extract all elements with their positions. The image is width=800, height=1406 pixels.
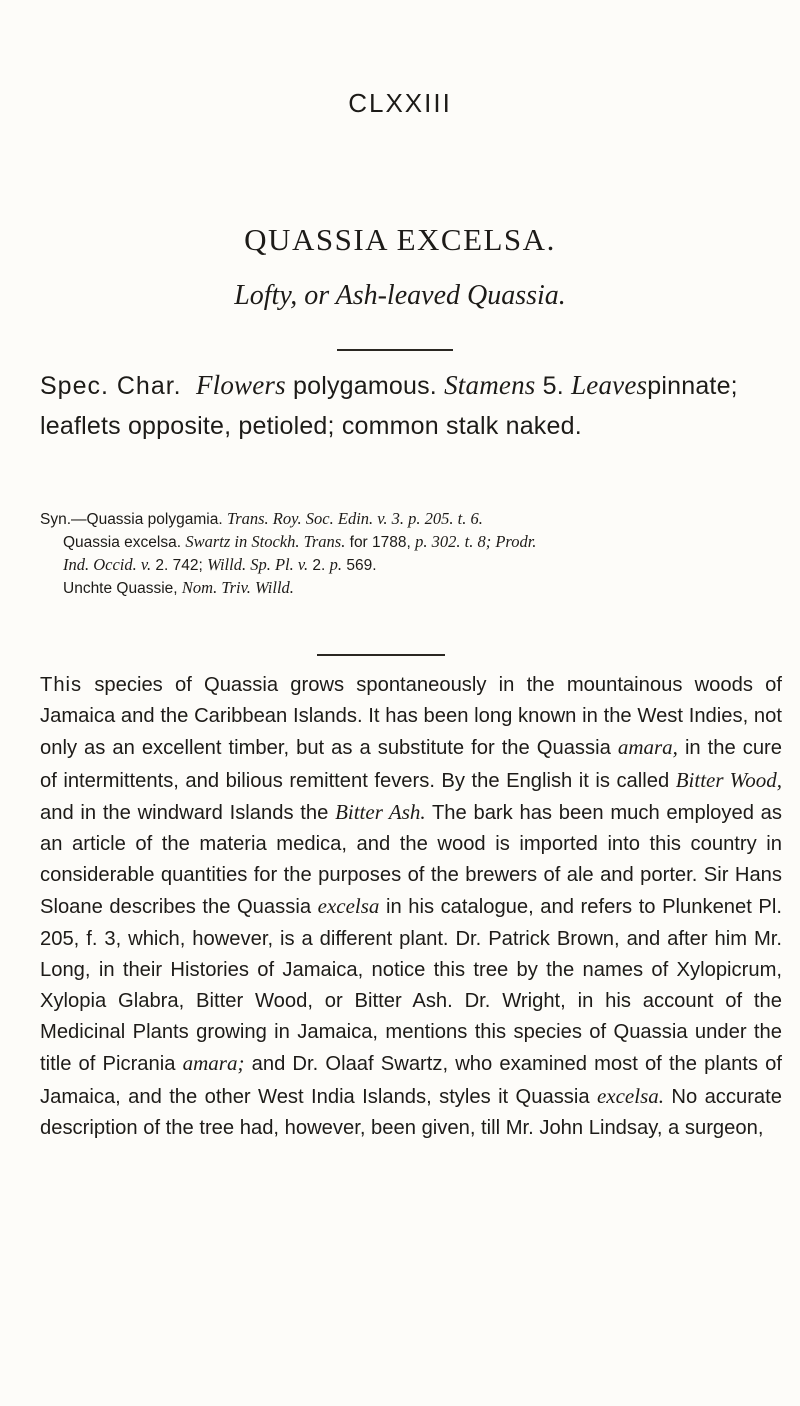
divider-rule-top: [337, 349, 453, 351]
spec-char-label: Spec. Char.: [40, 372, 182, 400]
specific-character: [40, 365, 782, 446]
syn-4-name: Unchte Quassie,: [63, 580, 182, 597]
syn-4-ref: Nom. Triv. Willd.: [181, 578, 294, 597]
flowers-label: Flowers: [195, 370, 286, 400]
body-italic-bitter-ash: Bitter Ash.: [335, 799, 426, 824]
syn-2-name: Quassia excelsa.: [63, 534, 186, 551]
species-title: QUASSIA EXCELSA.: [244, 222, 556, 257]
description-paragraph: [40, 670, 782, 1144]
syn-3-c: Willd. Sp. Pl. v.: [207, 555, 309, 574]
syn-1-name: Syn.—Quassia polygamia.: [40, 511, 227, 528]
flowers-text: polygamous.: [285, 372, 445, 400]
leaves-label: Leaves: [571, 370, 648, 400]
syn-3-b: 2. 742;: [151, 557, 208, 574]
synonym-line-2: [40, 531, 782, 554]
body-italic-amara-2: amara;: [182, 1051, 245, 1076]
species-subtitle: [0, 280, 800, 312]
subtitle-part-2: or: [297, 280, 336, 311]
syn-2-page: p. 302. t. 8; Prodr.: [415, 532, 537, 551]
body-segment-5: in his catalogue, and refers to Plunkenet Pl. 205, f. 3, which, however, is a different plant. Dr. Patrick Brown, and after him Mr. Long, in their Histories of Jamaica, notice this tree by the names of Xylopicrum, Xylopia Glabra, Bitter Wood, or Bitter Ash. Dr. Wright, in his account of the Medicinal Plants growing in Jamaica, mentions this species of Quassia under the title of Picrania: [40, 896, 782, 1076]
syn-3-d: 2.: [308, 557, 330, 574]
subtitle-part-3: Ash-leaved Quassia.: [335, 280, 566, 311]
synonym-line-3: [40, 554, 782, 577]
synonymy-block: [40, 508, 782, 600]
body-italic-excelsa-1: excelsa: [317, 894, 380, 919]
syn-2-ref: Swartz in Stockh. Trans.: [185, 532, 346, 551]
syn-2-year: for 1788,: [345, 534, 416, 551]
syn-3-e: p.: [329, 555, 343, 574]
body-segment-4: The bark has been much employed as an article of the materia medica, and the wood is imported into this country in considerable quantities for the purposes of the brewers of ale and porter. Sir Hans Sloane describes the Quassia: [40, 801, 782, 919]
body-segment-6: and Dr. Olaaf Swartz, who examined most of the plants of Jamaica, and the other West India Islands, styles it Quassia: [40, 1053, 782, 1108]
body-italic-amara-1: amara,: [617, 735, 678, 760]
synonym-line-4: [40, 577, 782, 600]
paragraph-lead-word: This: [40, 674, 83, 696]
body-segment-1: species of Quassia grows spontaneously in the mountainous woods of Jamaica and the Caribbean Islands. It has been long known in the West Indies, not only as an excellent timber, but as a substitute for the Quassia: [40, 674, 782, 760]
body-italic-bitter-wood: Bitter Wood,: [675, 767, 783, 792]
body-italic-excelsa-2: excelsa.: [596, 1083, 665, 1108]
stamens-label: Stamens: [444, 370, 536, 400]
page-number: CLXXIII: [348, 88, 452, 118]
leaves-text: pinnate; leaflets opposite, petioled; common stalk naked.: [40, 372, 738, 440]
divider-rule-bottom: [317, 654, 445, 656]
body-segment-2: in the cure of intermittents, and bilious remittent fevers. By the English it is called: [40, 737, 783, 792]
syn-3-a: Ind. Occid. v.: [63, 555, 152, 574]
syn-3-f: 569.: [342, 557, 377, 574]
subtitle-part-1: Lofty,: [234, 280, 298, 311]
stamens-text: 5.: [535, 372, 564, 400]
syn-1-ref: Trans. Roy. Soc. Edin. v. 3. p. 205. t. 6.: [226, 509, 483, 528]
body-segment-7: No accurate description of the tree had, however, been given, till Mr. John Lindsay, a surgeon,: [40, 1085, 782, 1139]
synonym-line-1: [40, 508, 782, 531]
body-segment-3: and in the windward Islands the: [40, 801, 336, 824]
